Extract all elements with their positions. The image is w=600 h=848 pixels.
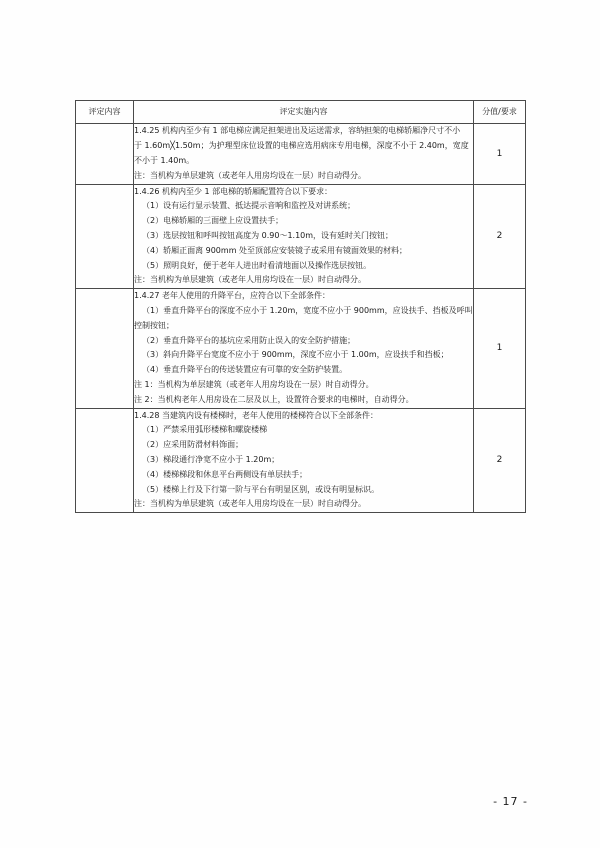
row-category-cell xyxy=(76,184,134,289)
table-row xyxy=(76,289,526,408)
row-body-cell xyxy=(134,289,474,408)
clause-line: （1）设有运行显示装置、抵达提示音响和监控及对讲系统； xyxy=(142,201,356,211)
header-cell-content-category: 评定内容 xyxy=(76,101,134,124)
clause-line: 1.4.27 老年人使用的升降平台，应符合以下全部条件： xyxy=(134,291,330,301)
row-score-cell: 1 xyxy=(474,124,526,184)
clause-line: （4）垂直升降平台的传送装置应有可靠的安全防护装置。 xyxy=(142,365,348,375)
clause-line: 1.4.25 机构内至少有 1 部电梯应满足担架进出及运送需求，容纳担架的电梯轿厢净尺寸不小 xyxy=(134,126,461,136)
clause-note: 注：当机构为单层建筑（或老年人用房均设在一层）时自动得分。 xyxy=(134,170,366,180)
clause-line: 于 1.60m╳1.50m；为护理型床位设置的电梯应选用病床专用电梯，深度不小于 2.40m，宽度 xyxy=(134,141,469,151)
row-body-cell xyxy=(134,124,474,184)
table-row xyxy=(76,124,526,184)
row-score-cell: 1 xyxy=(474,289,526,408)
clause-line: （4）楼梯梯段和休息平台两侧设有单层扶手； xyxy=(142,469,308,479)
clause-line: （1）严禁采用弧形楼梯和螺旋楼梯 xyxy=(142,425,268,435)
clause-line: （5）照明良好，便于老年人进出时看清地面以及操作选层按钮。 xyxy=(142,260,372,270)
table-row xyxy=(76,184,526,289)
clause-line: 1.4.26 机构内至少 1 部电梯的轿厢配置符合以下要求： xyxy=(134,186,333,196)
assessment-table xyxy=(75,100,526,513)
clause-line: （3）斜向升降平台宽度不应小于 900mm，深度不应小于 1.00m，应设扶手和挡板； xyxy=(142,350,449,360)
clause-note: 注：当机构为单层建筑（或老年人用房均设在一层）时自动得分。 xyxy=(134,499,366,509)
clause-line: （5）楼梯上行及下行第一阶与平台有明显区别，或设有明显标识。 xyxy=(142,484,380,494)
clause-line: （3）选层按钮和呼叫按钮高度为 0.90～1.10m，设有延时关门按钮； xyxy=(142,230,394,240)
page-number: - 17 - xyxy=(493,795,528,808)
row-category-cell xyxy=(76,408,134,513)
clause-line: （2）应采用防滑材料饰面； xyxy=(142,440,244,450)
row-body-cell xyxy=(134,184,474,289)
row-score-cell: 2 xyxy=(474,408,526,513)
row-category-cell xyxy=(76,289,134,408)
clause-note: 注 2：当机构老年人用房设在二层及以上，设置符合要求的电梯时，自动得分。 xyxy=(134,394,414,404)
clause-note: 注 1：当机构为单层建筑（或老年人用房均设在一层）时自动得分。 xyxy=(134,379,374,389)
clause-note: 注：当机构为单层建筑（或老年人用房均设在一层）时自动得分。 xyxy=(134,275,366,285)
clause-line: （2）垂直升降平台的基坑应采用防止误入的安全防护措施； xyxy=(142,335,356,345)
table-row xyxy=(76,408,526,513)
clause-line: 控制按钮； xyxy=(134,320,174,330)
row-score-cell: 2 xyxy=(474,184,526,289)
header-cell-implementation: 评定实施内容 xyxy=(134,101,474,124)
clause-line: 1.4.28 当建筑内设有楼梯时，老年人使用的楼梯符合以下全部条件： xyxy=(134,410,378,420)
clause-line: （3）梯段通行净宽不应小于 1.20m； xyxy=(142,454,280,464)
clause-line: （1）垂直升降平台的深度不应小于 1.20m，宽度不应小于 900mm，应设扶手、挡板及呼叫 xyxy=(142,305,473,315)
row-body-cell xyxy=(134,408,474,513)
clause-line: 不小于 1.40m。 xyxy=(134,155,195,165)
header-cell-score: 分值/要求 xyxy=(474,101,526,124)
clause-line: （4）轿厢正面离 900mm 处至顶部应安装镜子或采用有镜面效果的材料； xyxy=(142,245,408,255)
table-header-row xyxy=(76,101,526,124)
clause-line: （2）电梯轿厢的三面壁上应设置扶手； xyxy=(142,216,284,226)
row-category-cell xyxy=(76,124,134,184)
